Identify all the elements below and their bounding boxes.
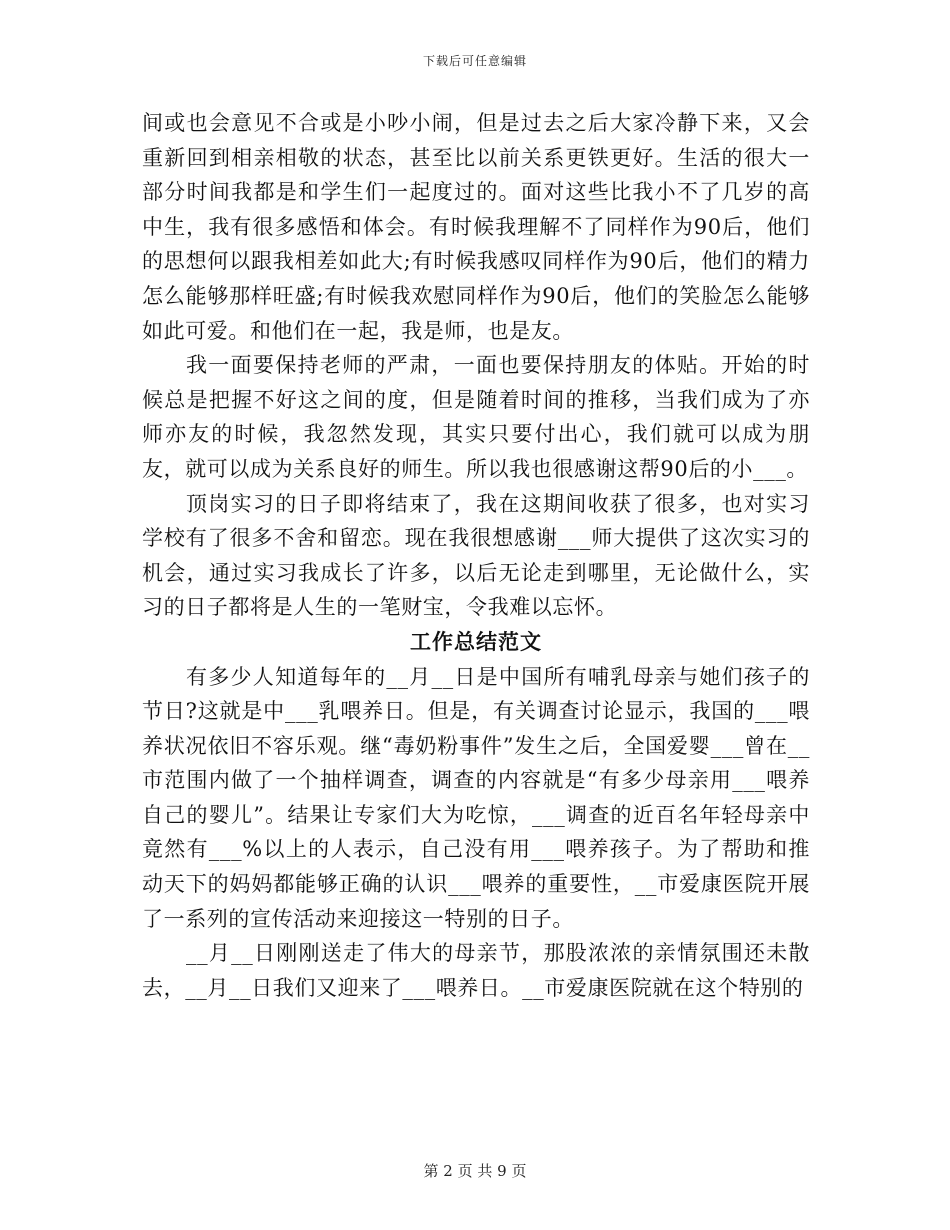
paragraph-4: 有多少人知道每年的__月__日是中国所有哺乳母亲与她们孩子的节日?这就是中___乳喂养日。但是，有关调查讨论显示，我国的___喂养状况依旧不容乐观。继“毒奶粉事件”发生之后，全国爱婴___曾在__市范围内做了一个抽样调查，调查的内容就是“有多少母亲用___喂养自己的婴儿”。结果让专家们大为吃惊，___调查的近百名年轻母亲中竟然有___%以上的人表示，自己没有用___喂养孩子。为了帮助和推动天下的妈妈都能够正确的认识___喂养的重要性，__市爱康医院开展了一系列的宣传活动来迎接这一特别的日子。 <box>142 664 810 931</box>
paragraph-3: 顶岗实习的日子即将结束了，我在这期间收获了很多，也对实习学校有了很多不舍和留恋。现在我很想感谢___师大提供了这次实习的机会，通过实习我成长了许多，以后无论走到哪里，无论做什么，实习的日子都将是人生的一笔财宝，令我难以忘怀。 <box>142 491 810 620</box>
section-title: 工作总结范文 <box>410 628 542 654</box>
paragraph-5: __月__日刚刚送走了伟大的母亲节，那股浓浓的亲情氛围还未散去，__月__日我们又迎来了___喂养日。__市爱康医院就在这个特别的 <box>142 941 810 1000</box>
paragraph-1: 间或也会意见不合或是小吵小闹，但是过去之后大家冷静下来，又会重新回到相亲相敬的状态，甚至比以前关系更铁更好。生活的很大一部分时间我都是和学生们一起度过的。面对这些比我小不了几岁的高中生，我有很多感悟和体会。有时候我理解不了同样作为90后，他们的思想何以跟我相差如此大;有时候我感叹同样作为90后，他们的精力怎么能够那样旺盛;有时候我欢慰同样作为90后，他们的笑脸怎么能够如此可爱。和他们在一起，我是师，也是友。 <box>142 111 810 343</box>
document-body <box>142 106 810 1005</box>
page-header: 下载后可任意编辑 <box>422 54 527 68</box>
page-footer: 第 2 页 共 9 页 <box>423 1162 527 1180</box>
paragraph-2: 我一面要保持老师的严肃，一面也要保持朋友的体贴。开始的时候总是把握不好这之间的度，但是随着时间的推移，当我们成为了亦师亦友的时候，我忽然发现，其实只要付出心，我们就可以成为朋友，就可以成为关系良好的师生。所以我也很感谢这帮90后的小___。 <box>142 353 810 481</box>
